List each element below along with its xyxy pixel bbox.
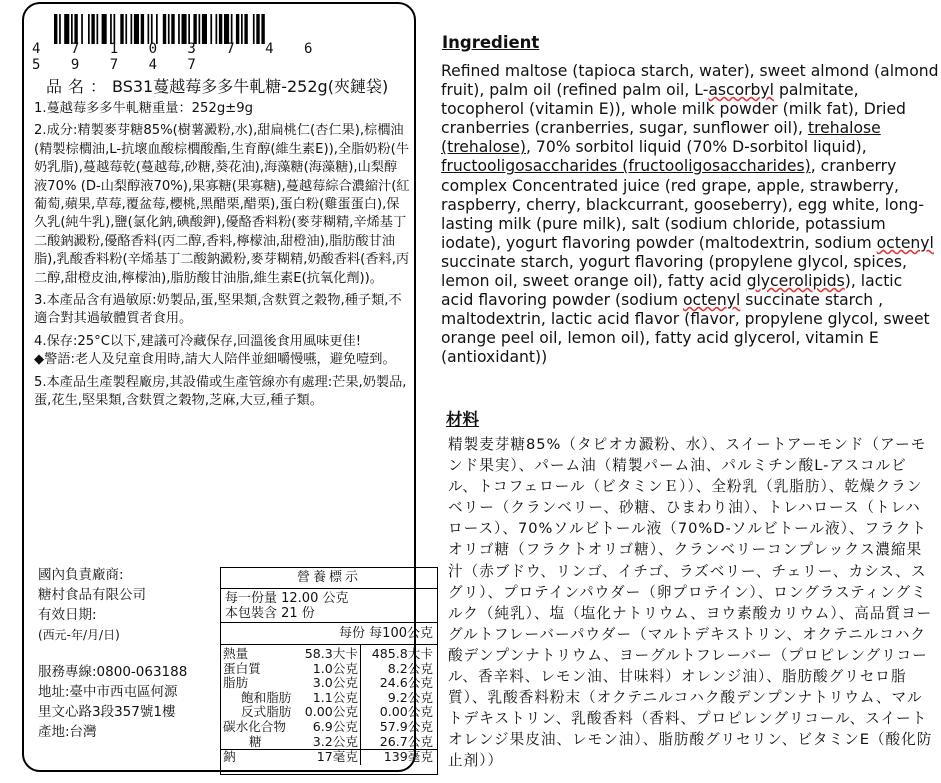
nutrient-name: 蛋白質	[223, 660, 261, 676]
label-item-storage: 4.保存:25°C以下,建議可冷藏保存,回溫後食用風味更佳!	[34, 333, 362, 349]
barcode-bar	[199, 14, 201, 44]
product-name-prefix: 品名：	[46, 77, 113, 96]
barcode-bar	[110, 14, 112, 44]
barcode-bar	[253, 14, 255, 44]
nutrition-title: 營養標示	[221, 568, 437, 589]
ingredient-text: Refined maltose (tapioca starch, water), sweet almond (almond fruit), palm oil (refined palm oil, L-ascorbyl palmitate, tocopherol (vitamin E)), whole milk powder (milk fat), Dried cranberries (cranberries, sugar, sunflower oil), trehalose (trehalose), 70% sorbitol liquid (70% D-sorbitol liquid), fructooligosaccharides (fructooligosaccharides), cranberry complex Concentrated juice (red grape, apple, strawberry, raspberry, cherry, blackcurrant, gooseberry), egg white, long-lasting milk (pure milk), salt (sodium chloride, potassium iodate), yogurt flavoring powder (maltodextrin, sodium octenyl succinate starch, yogurt flavoring (propylene glycol, spices, lemon oil, sweet orange oil), fatty acid glycerolipids), lactic acid flavoring powder (sodium octenyl succinate starch , maltodextrin, lactic acid flavor (flavor, propylene glycol, sweet orange peel oil, lemon oil), fatty acid glycerol, vitamin E (antioxidant))	[441, 62, 939, 367]
barcode-bar	[125, 14, 127, 44]
barcode-bar	[182, 14, 187, 44]
nutrition-row	[221, 676, 437, 691]
nutrition-row	[221, 645, 437, 662]
label-items	[34, 100, 410, 415]
nutrient-per-100g: 0.00公克	[361, 705, 438, 720]
product-name-line	[46, 74, 388, 97]
nutrient-per-serving: 1.0公克	[312, 660, 358, 676]
contact-info	[38, 662, 213, 742]
nutrient-name: 脂肪	[223, 675, 249, 691]
col-per-serving: 每份	[339, 626, 366, 641]
barcode-bar	[71, 14, 73, 44]
barcode-bar	[236, 14, 239, 44]
materials-text: 精製麦芽糖85%（タピオカ澱粉、水）、スイートアーモンド（アーモンド果実）、パーム油（精製パーム油、パルミチン酸L-アスコルビル、トコフェロール（ビタミンＥ））、全粉乳（乳脂肪）、乾燥クランベリー（クランベリー、砂糖、ひまわり油）、トレハロース（トレハロース）、70%ソルビトール液（70%D-ソルビトール液）、フラクトオリゴ糖（フラクトオリゴ糖）、クランベリーコンプレックス濃縮果汁（赤ブドウ、リンゴ、イチゴ、ラズベリー、チェリー、カシス、スグリ）、プロテインパウダー（卵プロテイン）、ロングラスティングミルク（純乳）、塩（塩化ナトリウム、ヨウ素酸カリウム）、高品質ヨーグルトフレーバーパウダー（マルトデキストリン、オクテニルコハク酸デンプンナトリウム、ヨーグルトフレーバー（プロピレングリコール、香辛料、レモン油、甘味料）オレンジ油）、脂肪酸グリセロ脂質）、乳酸香料粉末（オクテニルコハク酸デンプンナトリウム、マルトデキストリン、乳酸香料（香料、プロピレングリコール、スイートオレンジ果皮油、レモン油）、脂肪酸グリセリン、ビタミンE（酸化防止剤））	[448, 436, 933, 770]
label-item-facility: 5.本產品生產製程廠房,其設備或生產管線亦有處理:芒果,奶製品,蛋,花生,堅果類,含麩質之穀物,芝麻,大豆,種子類。	[34, 374, 407, 409]
nutrient-per-100g: 9.2公克	[361, 691, 438, 706]
nutrient-per-serving: 17毫克	[316, 749, 358, 765]
label-item-ingredients: 2.成分:精製麥芽糖85%(樹薯澱粉,水),甜扁桃仁(杏仁果),棕櫚油(精製棕櫚油,L-抗壞血酸棕櫚酸酯,生育醇(維生素E)),全脂奶粉(牛奶乳脂),蔓越莓乾(蔓越莓,砂糖,葵花油),海藻糖(海藻糖),山梨醇液70% (D-山梨醇液70%),果寡糖(果寡糖),蔓越莓綜合濃縮汁(紅葡萄,蘋果,草莓,覆盆莓,櫻桃,黑醋栗,醋栗),蛋白粉(雞蛋蛋白),保久乳(純牛乳),鹽(氯化鈉,碘酸鉀),優酪香料粉(麥芽糊精,辛烯基丁二酸鈉澱粉,優酪香料(丙二醇,香料,檸檬油,甜橙油),脂肪酸甘油脂),乳酸香料粉(辛烯基丁二酸鈉澱粉,麥芽糊精,奶酸香料(香料,丙二醇,甜橙皮油,檸檬油),脂肪酸甘油脂,維生素E(抗氧化劑))。	[34, 123, 410, 286]
barcode-bar	[168, 14, 170, 44]
nutrient-per-serving: 58.3大卡	[304, 646, 358, 661]
barcode-bar	[256, 14, 259, 44]
barcode-bar	[188, 14, 190, 44]
company-info	[38, 565, 213, 645]
col-per-100g: 每100公克	[369, 626, 433, 641]
servings-per-package: 本包裝含 21 份	[225, 606, 315, 621]
barcode-bar	[64, 14, 69, 44]
nutrition-row	[221, 705, 437, 720]
serving-size: 每一份量 12.00 公克	[225, 591, 349, 606]
nutrition-row	[221, 662, 437, 677]
service-hotline: 服務專線:0800-063188	[38, 664, 188, 680]
barcode-bar	[193, 14, 196, 44]
nutrient-per-100g: 26.7公克	[361, 735, 438, 750]
nutrition-row	[221, 720, 437, 735]
nutrition-row	[221, 691, 437, 706]
nutrient-per-serving: 6.9公克	[312, 718, 358, 734]
barcode-bar	[148, 14, 150, 44]
label-item-allergens: 3.本產品含有過敏原:奶製品,蛋,堅果類,含麩質之穀物,種子類,不適合對其過敏體質者食用。	[34, 293, 402, 327]
barcode-bar	[244, 14, 247, 44]
barcode-bar	[231, 14, 233, 44]
company-name: 糖村食品有限公司	[38, 587, 146, 603]
expiry-date-format: (西元-年/月/日)	[38, 628, 120, 642]
barcode-bar	[210, 14, 212, 44]
nutrition-rows	[221, 645, 437, 765]
nutrient-per-serving: 3.0公克	[312, 675, 358, 691]
nutrient-per-100g: 8.2公克	[361, 662, 438, 677]
barcode-bar	[241, 14, 243, 44]
barcode-bar	[131, 14, 133, 44]
barcode-bar	[202, 14, 207, 44]
barcode-bar	[151, 14, 153, 44]
barcode-bar	[216, 14, 218, 44]
nutrient-per-100g: 485.8大卡	[361, 645, 438, 662]
barcode-bar	[224, 14, 229, 44]
nutrient-per-serving: 3.2公克	[296, 735, 361, 750]
barcode-bar	[134, 14, 139, 44]
barcode-bar	[102, 14, 107, 44]
barcode-bar	[261, 14, 264, 44]
nutrient-name: 碳水化合物	[223, 718, 286, 734]
barcode-bar	[74, 14, 77, 44]
nutrition-column-headers	[221, 623, 437, 645]
barcode-bar	[120, 14, 123, 44]
nutrition-row	[221, 750, 437, 765]
barcode-bar	[156, 14, 158, 44]
nutrition-row	[221, 735, 437, 750]
label-item-warning: ◆警語:老人及兒童食用時,請大人陪伴並細嚼慢嚥，避免噎到。	[34, 352, 396, 368]
barcode-bar	[114, 14, 116, 44]
nutrient-name: 反式脂肪	[241, 704, 292, 720]
origin: 產地:台灣	[38, 724, 97, 740]
serving-info	[221, 589, 437, 623]
nutrient-name: 鈉	[223, 749, 236, 765]
expiry-label: 有效日期:	[38, 607, 97, 623]
materials-heading: 材料	[446, 410, 479, 429]
label-item-weight: 1.蔓越莓多多牛軋糖重量：252g±9g	[34, 101, 253, 116]
barcode-bar	[141, 14, 144, 44]
barcode-bar	[91, 14, 94, 44]
barcode-bar	[171, 14, 174, 44]
product-label-panel	[22, 2, 433, 772]
nutrient-name: 飽和脂肪	[241, 689, 292, 705]
nutrient-per-100g: 24.6公克	[361, 676, 438, 691]
barcode-bar	[97, 14, 99, 44]
barcode-bar	[88, 14, 90, 44]
barcode-digits: 4 7 1 0 3 7 4 6 5 9 7 4 7	[32, 41, 324, 73]
barcode-bar	[163, 14, 166, 44]
nutrient-per-100g: 139毫克	[361, 750, 438, 765]
nutrient-per-serving: 1.1公克	[312, 689, 358, 705]
company-label: 國內負責廠商:	[38, 567, 124, 583]
nutrient-name: 糖	[221, 735, 296, 750]
nutrient-name: 熱量	[223, 646, 249, 661]
address-line-1: 地址:臺中市西屯區何源	[38, 684, 178, 700]
barcode-bar	[81, 14, 83, 44]
ingredient-heading: Ingredient	[442, 33, 540, 52]
barcode-bar	[178, 14, 180, 44]
nutrition-facts-table	[220, 567, 438, 775]
barcode-bar	[219, 14, 222, 44]
nutrient-per-serving: 0.00公克	[304, 704, 358, 720]
barcode-bar	[54, 14, 57, 44]
barcode-bar	[59, 14, 61, 44]
nutrient-per-100g: 57.9公克	[361, 720, 438, 735]
address-line-2: 里文心路3段357號1樓	[38, 704, 176, 720]
product-name: BS31蔓越莓多多牛軋糖-252g(夾鏈袋)	[112, 77, 389, 96]
